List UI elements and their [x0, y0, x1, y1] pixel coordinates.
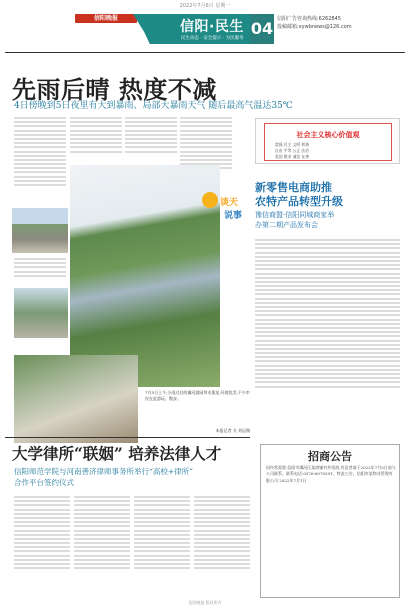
- bottom-headline: 大学律所“联姻” 培养法律人才: [12, 444, 222, 463]
- article-column: [255, 237, 400, 437]
- weather-logo-text: 谈天: [220, 198, 239, 208]
- side-subhead-line: 办第二期产品发布会: [255, 221, 318, 229]
- contact-line: 投稿邮箱:xywbnews@126.com: [277, 24, 352, 30]
- ceremony-photo: [14, 355, 138, 443]
- date-line: 2022年7月6日 星期一: [179, 3, 231, 9]
- side-headline-line: 新零售电商助推: [255, 181, 332, 194]
- ad-line: 富强 民主 文明 和谐: [275, 142, 309, 147]
- value-ad: [255, 118, 400, 164]
- notice-title: 招商公告: [308, 450, 352, 463]
- brand-logo: 信阳晚报: [75, 14, 137, 23]
- article-column: [125, 115, 177, 163]
- side-subhead: [255, 210, 334, 230]
- photo-byline: 本报记者 关 刘远摄: [215, 428, 250, 433]
- ad-line: 自由 平等 公正 法治: [275, 148, 309, 153]
- ad-title: 社会主义核心价值观: [296, 131, 360, 139]
- article-column: [14, 256, 66, 286]
- contact-line: 信阳广告咨询热线:6262845: [277, 16, 341, 22]
- news-photo: [14, 288, 68, 338]
- contact-info: [277, 15, 352, 31]
- page-number: 04: [250, 14, 274, 44]
- news-photo: [12, 208, 68, 253]
- section-subtitle: 民生动态 · 安全提示 · 为民服务: [181, 36, 244, 41]
- weather-logo: [200, 190, 244, 228]
- article-column: [70, 115, 122, 163]
- weather-logo-text: 说事: [224, 211, 243, 221]
- article-column: [74, 494, 130, 594]
- side-headline-line: 农特产品转型升级: [255, 195, 343, 208]
- photo-caption: 7月5日上午,小雨过后的浉河游园草木葱茏,环境优美,不少市民在此游玩、散步。: [145, 390, 250, 401]
- bottom-subhead: [14, 466, 193, 488]
- section-title: 信阳·民生: [180, 19, 244, 35]
- divider: [5, 437, 250, 438]
- main-headline: 先雨后晴 热度不减: [12, 75, 217, 104]
- article-column: [134, 494, 190, 594]
- notice-ad: [260, 444, 400, 598]
- park-photo: [70, 165, 220, 387]
- notice-body: 因经营需要,信阳市浉河区某商铺对外招商,有意者请于2022年7月5日前与公司联系。联系电话:0376-6070391。特此公告。信阳市某物业管理有限公司 2022年7月1日: [266, 465, 396, 483]
- article-column: [14, 494, 70, 594]
- side-headline: [255, 181, 343, 209]
- article-column: [14, 115, 66, 207]
- sun-icon: [202, 192, 218, 208]
- bottom-subhead-line: 合作平台签约仪式: [14, 478, 74, 487]
- masthead: [5, 10, 405, 50]
- ad-line: 爱国 敬业 诚信 友善: [275, 154, 309, 159]
- main-deck: 4日傍晚到5日夜里有大到暴雨、局部大暴雨天气 随后最高气温达35℃: [14, 101, 293, 111]
- bottom-subhead-line: 信阳师范学院与河南善济律师事务所举行“高校+律所”: [14, 467, 193, 476]
- article-column: [194, 494, 250, 594]
- footer: 信阳晚报 版权所有: [188, 600, 222, 605]
- side-subhead-line: 豫信商盟·信阳同城商家举: [255, 211, 335, 219]
- divider: [5, 52, 405, 53]
